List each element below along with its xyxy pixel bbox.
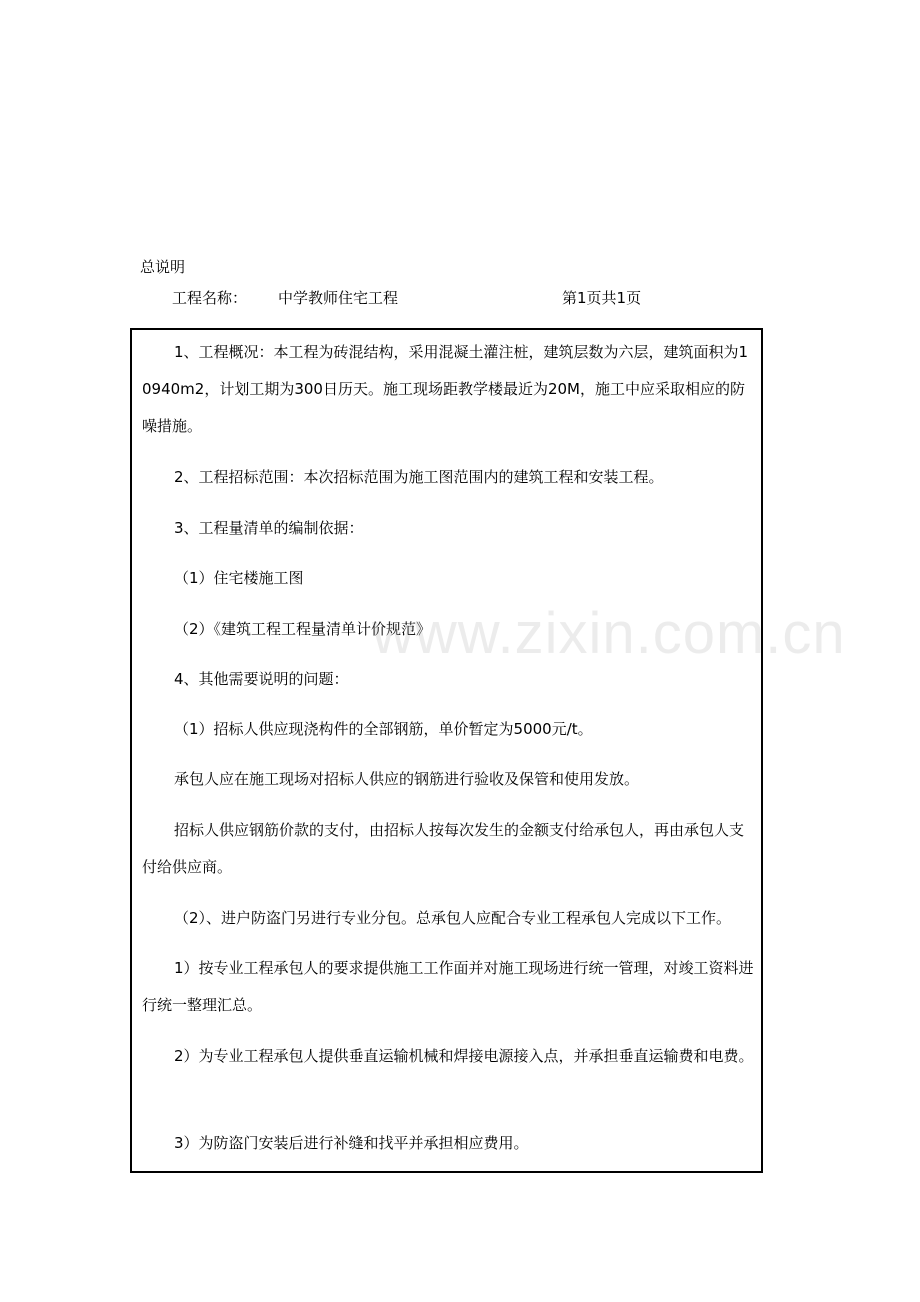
paragraph-overview: 1、工程概况：本工程为砖混结构，采用混凝土灌注桩，建筑层数为六层，建筑面积为10940m2，计划工期为300日历天。施工现场距教学楼最近为20M，施工中应采取相应的防噪措施。	[142, 343, 749, 435]
watermark-text: www.zixin.com.cn	[372, 601, 846, 666]
paragraph-payment: 招标人供应钢筋价款的支付，由招标人按每次发生的金额支付给承包人，再由承包人支付给供应商。	[142, 821, 745, 876]
paragraph-work-1: 1）按专业工程承包人的要求提供施工工作面并对施工现场进行统一管理，对竣工资料进行统一整理汇总。	[142, 959, 754, 1014]
document-title: 总说明	[140, 258, 186, 276]
paragraph-basis-heading: 3、工程量清单的编制依据：	[174, 519, 364, 537]
paragraph-other-heading: 4、其他需要说明的问题：	[174, 670, 349, 688]
project-name: 中学教师住宅工程	[278, 289, 399, 307]
paragraph-basis-item-2: （2）《建筑工程工程量清单计价规范》	[174, 620, 432, 638]
paragraph-contractor-acceptance: 承包人应在施工现场对招标人供应的钢筋进行验收及保管和使用发放。	[174, 770, 640, 788]
paragraph-work-2: 2）为专业工程承包人提供垂直运输机械和焊接电源接入点，并承担垂直运输费和电费。	[174, 1047, 754, 1065]
paragraph-other-item-1: （1）招标人供应现浇构件的全部钢筋，单价暂定为5000元/t。	[174, 720, 593, 738]
paragraph-scope: 2、工程招标范围：本次招标范围为施工图范围内的建筑工程和安装工程。	[174, 468, 664, 486]
paragraph-basis-item-1: （1）住宅楼施工图	[174, 569, 304, 587]
page-indicator: 第1页共1页	[562, 289, 642, 307]
description-box	[130, 328, 763, 1173]
project-name-label: 工程名称：	[172, 289, 248, 307]
paragraph-work-3: 3）为防盗门安装后进行补缝和找平并承担相应费用。	[174, 1134, 529, 1152]
paragraph-other-item-2: （2）、进户防盗门另进行专业分包。总承包人应配合专业工程承包人完成以下工作。	[174, 909, 732, 927]
